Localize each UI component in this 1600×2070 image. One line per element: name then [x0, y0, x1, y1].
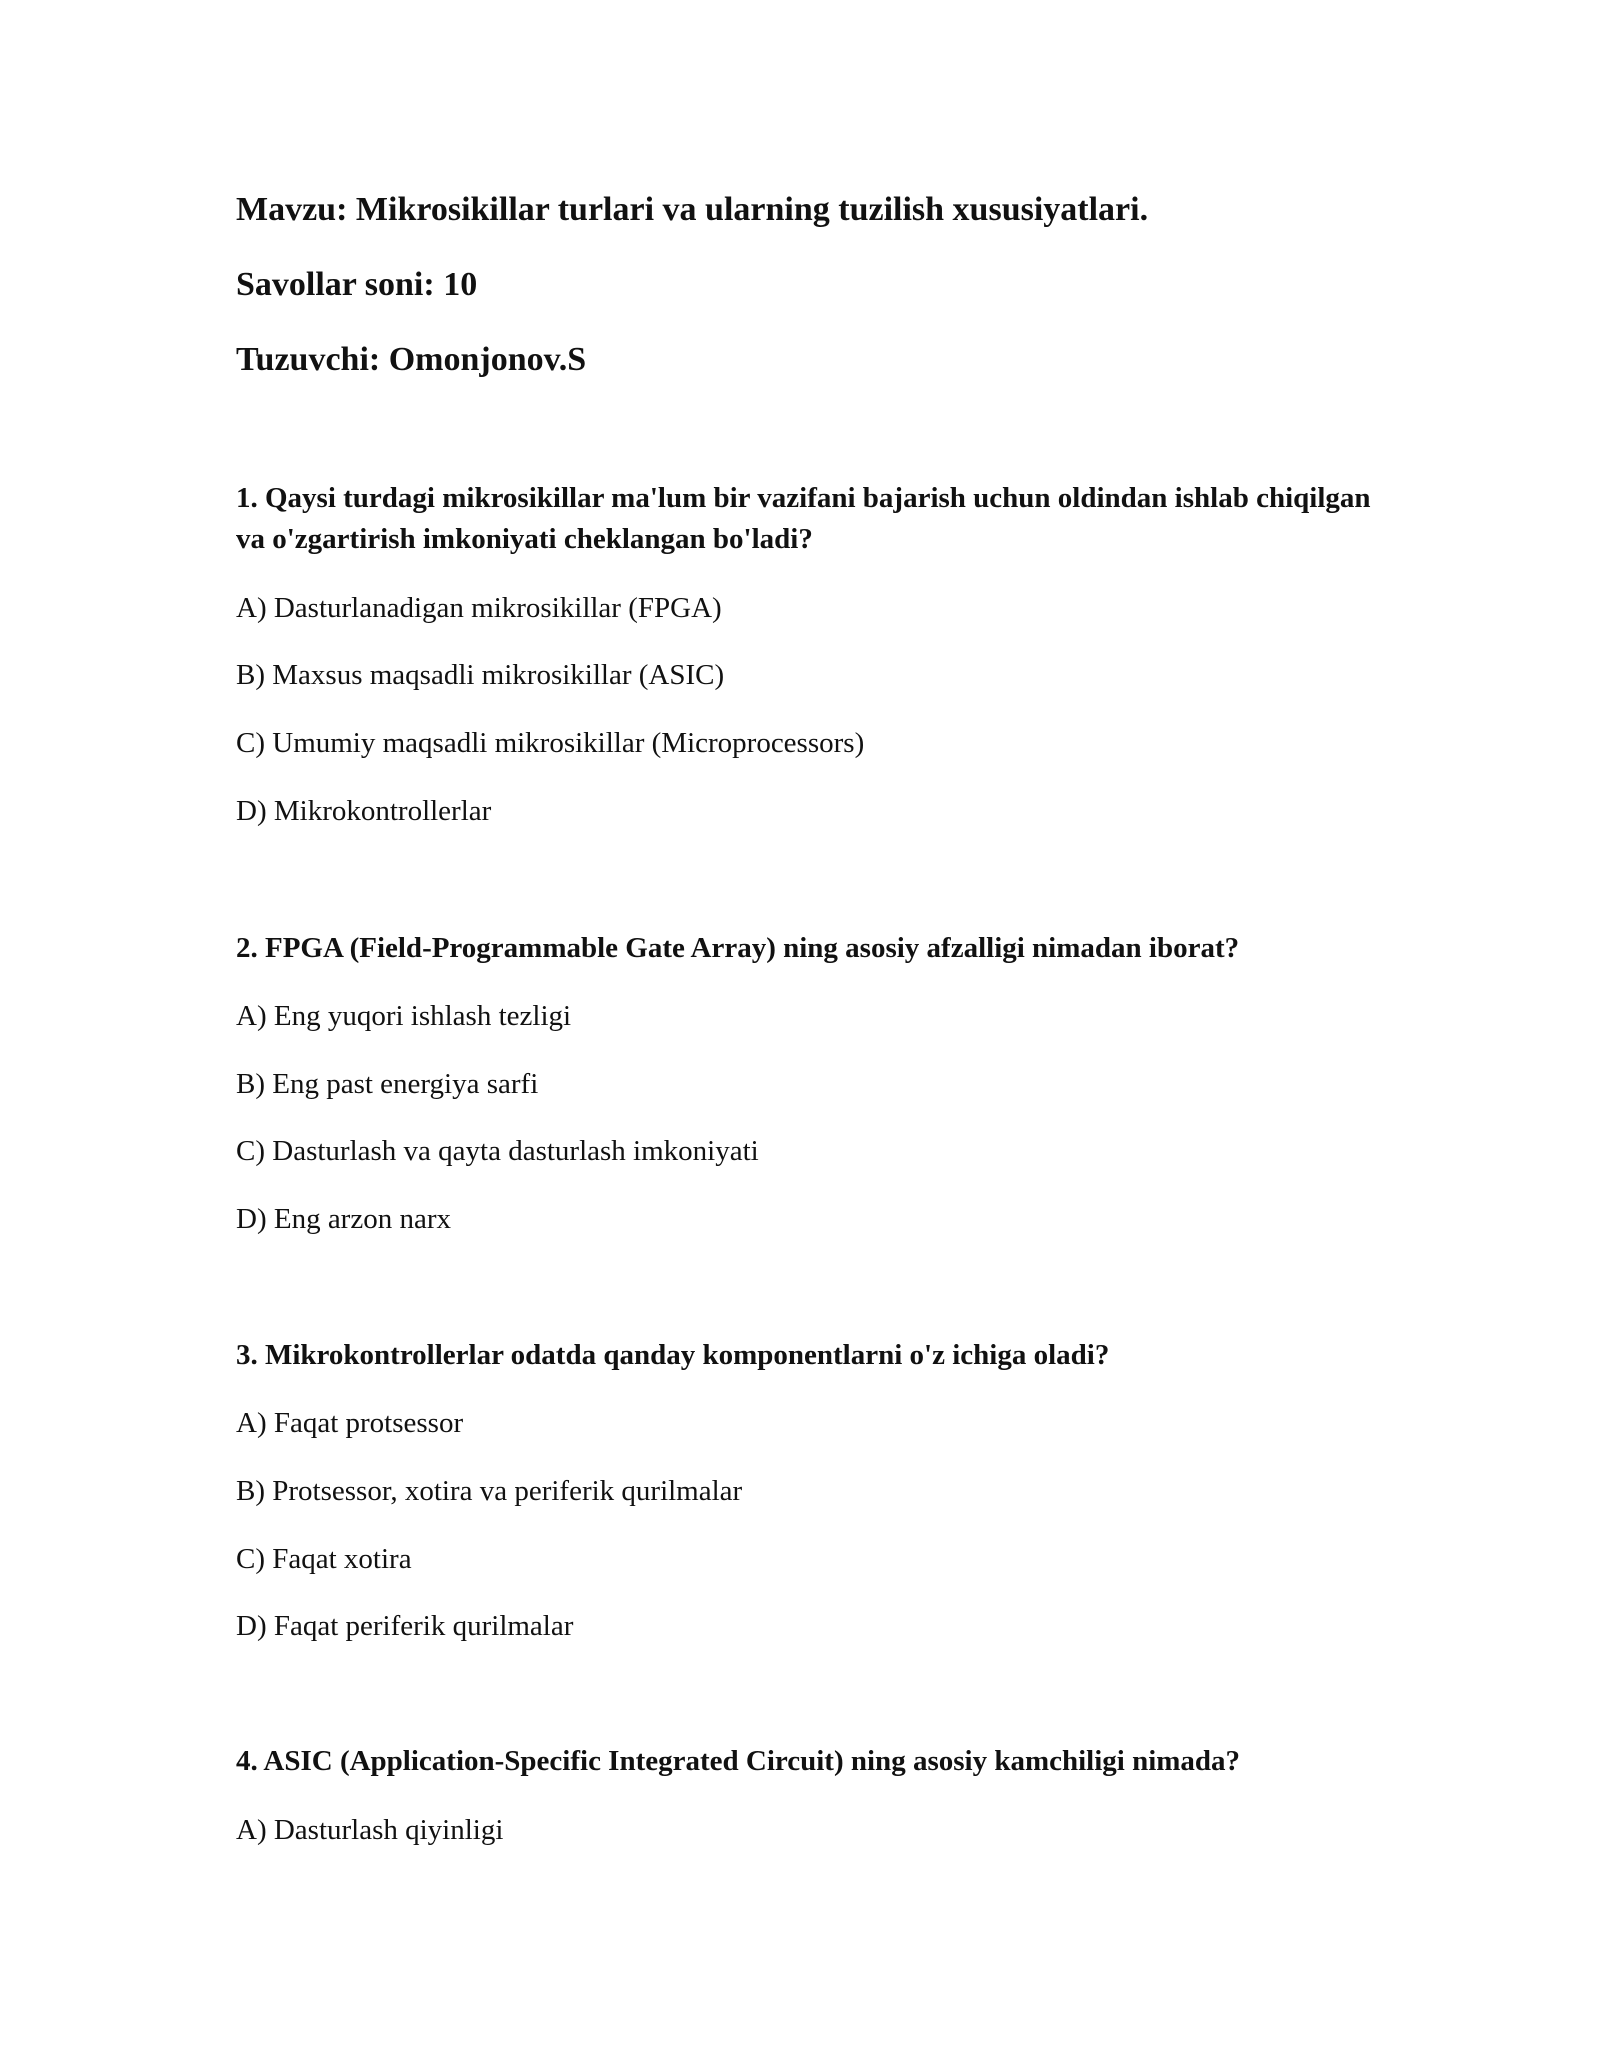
- question-1-option-a: A) Dasturlanadigan mikrosikillar (FPGA): [236, 592, 722, 624]
- question-1-option-b: B) Maxsus maqsadli mikrosikillar (ASIC): [236, 659, 725, 691]
- question-2-option-b: B) Eng past energiya sarfi: [236, 1068, 539, 1100]
- question-1-text: 1. Qaysi turdagi mikrosikillar ma'lum bir vazifani bajarish uchun oldindan ishlab chiqilgan va o'zgartirish imkoniyati cheklangan bo'ladi?: [236, 482, 1371, 555]
- question-1-option-c: C) Umumiy maqsadli mikrosikillar (Microprocessors): [236, 727, 865, 759]
- question-3-option-a: A) Faqat protsessor: [236, 1407, 464, 1439]
- question-2-option-a: A) Eng yuqori ishlash tezligi: [236, 1000, 572, 1032]
- question-3-option-c: C) Faqat xotira: [236, 1543, 412, 1575]
- topic-heading: Mavzu: Mikrosikillar turlari va ularning tuzilish xususiyatlari.: [236, 191, 1149, 228]
- question-2-option-d: D) Eng arzon narx: [236, 1203, 451, 1235]
- question-3-option-d: D) Faqat periferik qurilmalar: [236, 1610, 574, 1642]
- question-3-text: 3. Mikrokontrollerlar odatda qanday komponentlarni o'z ichiga oladi?: [236, 1339, 1110, 1371]
- question-4-text: 4. ASIC (Application-Specific Integrated Circuit) ning asosiy kamchiligi nimada?: [236, 1745, 1241, 1777]
- question-1-option-d: D) Mikrokontrollerlar: [236, 795, 492, 827]
- question-2-option-c: C) Dasturlash va qayta dasturlash imkoniyati: [236, 1135, 759, 1167]
- question-3-option-b: B) Protsessor, xotira va periferik qurilmalar: [236, 1475, 743, 1507]
- author-line: Tuzuvchi: Omonjonov.S: [236, 341, 587, 378]
- question-2-text: 2. FPGA (Field-Programmable Gate Array) ning asosiy afzalligi nimadan iborat?: [236, 932, 1240, 964]
- question-count: Savollar soni: 10: [236, 266, 478, 303]
- question-4-option-a: A) Dasturlash qiyinligi: [236, 1814, 504, 1846]
